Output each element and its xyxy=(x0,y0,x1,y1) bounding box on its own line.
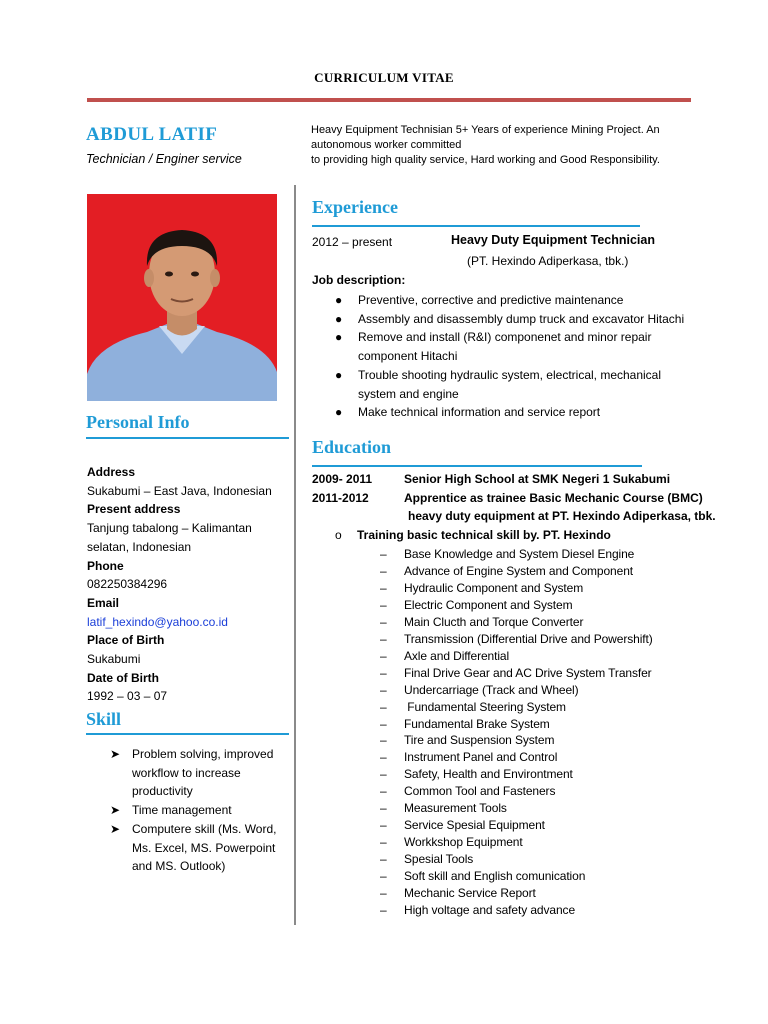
dash-bullet-icon: – xyxy=(380,648,387,663)
dash-bullet-icon: – xyxy=(380,563,387,578)
dash-bullet-icon: – xyxy=(380,597,387,612)
place-of-birth-value: Sukabumi xyxy=(87,652,141,667)
skill-list xyxy=(110,745,290,876)
place-of-birth-label: Place of Birth xyxy=(87,633,165,648)
training-title: o Training basic technical skill by. PT. Hexindo xyxy=(335,526,611,545)
list-item: – Instrument Panel and Control xyxy=(380,750,558,765)
dash-bullet-icon: – xyxy=(380,665,387,680)
list-item: – Tire and Suspension System xyxy=(380,733,555,748)
summary-line: Heavy Equipment Technisian 5+ Years of experience Mining Project. An autonomous worker committed xyxy=(311,124,660,151)
list-item: ● Make technical information and service report xyxy=(335,403,705,422)
education-year: 2011-2012 xyxy=(312,491,369,505)
training-list xyxy=(380,546,710,919)
education-rule xyxy=(312,465,642,467)
experience-period: 2012 – present xyxy=(312,235,393,249)
list-item: – Measurement Tools xyxy=(380,801,507,816)
present-address-value: Tanjung tabalong – Kalimantan selatan, Indonesian xyxy=(87,521,252,554)
dash-bullet-icon: – xyxy=(380,750,387,765)
list-item: ➤ Time management xyxy=(110,801,290,820)
list-item: – Workkshop Equipment xyxy=(380,835,523,850)
bullet-icon: ● xyxy=(335,330,343,345)
list-item: – Spesial Tools xyxy=(380,852,474,867)
dash-bullet-icon: – xyxy=(380,869,387,884)
personal-info-rule xyxy=(86,437,289,439)
job-description-label: Job description: xyxy=(312,273,406,287)
summary-line: to providing high quality service, Hard working and Good Responsibility. xyxy=(311,154,660,166)
column-divider xyxy=(294,185,296,925)
candidate-role: Technician / Enginer service xyxy=(86,152,242,166)
list-item: – Hydraulic Component and System xyxy=(380,580,584,595)
list-item: – Undercarriage (Track and Wheel) xyxy=(380,682,579,697)
document-title: CURRICULUM VITAE xyxy=(314,70,454,85)
education-entry: Apprentice as trainee Basic Mechanic Course (BMC) xyxy=(404,491,703,505)
dash-bullet-icon: – xyxy=(380,852,387,867)
list-item: – Fundamental Steering System xyxy=(380,699,566,714)
person-portrait-icon xyxy=(87,194,277,401)
dash-bullet-icon: – xyxy=(380,631,387,646)
present-address-label: Present address xyxy=(87,502,181,517)
list-item: – Common Tool and Fasteners xyxy=(380,784,556,799)
email-link[interactable]: latif_hexindo@yahoo.co.id xyxy=(87,614,228,629)
list-item: – Fundamental Brake System xyxy=(380,716,550,731)
list-item: – Electric Component and System xyxy=(380,597,573,612)
list-item: ● Assembly and disassembly dump truck and excavator Hitachi xyxy=(335,310,705,329)
profile-photo xyxy=(87,194,277,401)
bullet-icon: ● xyxy=(335,293,343,307)
list-item: – Base Knowledge and System Diesel Engine xyxy=(380,547,635,561)
dash-bullet-icon: – xyxy=(380,903,387,918)
list-item: – Safety, Health and Environtment xyxy=(380,767,573,782)
phone-value: 082250384296 xyxy=(87,577,168,592)
dash-bullet-icon: – xyxy=(380,614,387,629)
experience-position: Heavy Duty Equipment Technician xyxy=(451,233,655,247)
phone-label: Phone xyxy=(87,558,124,573)
dash-bullet-icon: – xyxy=(380,835,387,850)
education-continuation: heavy duty equipment at PT. Hexindo Adiperkasa, tbk. xyxy=(408,509,716,523)
dash-bullet-icon: – xyxy=(380,784,387,799)
email-label: Email xyxy=(87,595,120,610)
list-item: ● Preventive, corrective and predictive maintenance xyxy=(335,291,705,310)
date-of-birth-label: Date of Birth xyxy=(87,670,159,685)
dash-bullet-icon: – xyxy=(380,547,387,561)
bullet-icon: ● xyxy=(335,405,343,420)
list-item: – Transmission (Differential Drive and Powershift) xyxy=(380,631,653,646)
circle-bullet-icon: o xyxy=(335,528,342,542)
skill-heading: Skill xyxy=(86,709,122,729)
education-year: 2009- 2011 xyxy=(312,472,373,486)
experience-heading: Experience xyxy=(312,197,398,217)
list-item: ● Remove and install (R&I) componenet and minor repair component Hitachi xyxy=(335,330,652,364)
list-item: – Final Drive Gear and AC Drive System Transfer xyxy=(380,665,652,680)
education-entry: Senior High School at SMK Negeri 1 Sukabumi xyxy=(404,472,671,486)
dash-bullet-icon: – xyxy=(380,733,387,748)
dash-bullet-icon: – xyxy=(380,682,387,697)
dash-bullet-icon: – xyxy=(380,716,387,731)
list-item: – Mechanic Service Report xyxy=(380,886,536,901)
bullet-icon: ● xyxy=(335,311,343,326)
title-rule xyxy=(87,98,691,102)
skill-rule xyxy=(86,733,289,735)
education-heading: Education xyxy=(312,437,392,457)
dash-bullet-icon: – xyxy=(380,767,387,782)
experience-rule xyxy=(312,225,640,227)
bullet-icon: ● xyxy=(335,367,343,382)
arrow-bullet-icon: ➤ xyxy=(110,747,121,761)
list-item: ➤ Computere skill (Ms. Word, Ms. Excel, MS. Powerpoint and MS. Outlook) xyxy=(110,821,277,874)
arrow-bullet-icon: ➤ xyxy=(110,803,121,818)
dash-bullet-icon: – xyxy=(380,818,387,833)
date-of-birth-value: 1992 – 03 – 07 xyxy=(87,689,168,704)
list-item: – Axle and Differential xyxy=(380,648,510,663)
list-item: – Main Clucth and Torque Converter xyxy=(380,614,584,629)
dash-bullet-icon: – xyxy=(380,699,387,714)
dash-bullet-icon: – xyxy=(380,801,387,816)
personal-info-fields xyxy=(87,463,287,706)
duties-list xyxy=(335,291,705,422)
experience-company: (PT. Hexindo Adiperkasa, tbk.) xyxy=(467,254,629,268)
list-item: ● Trouble shooting hydraulic system, electrical, mechanical system and engine xyxy=(335,367,662,401)
address-label: Address xyxy=(87,465,136,479)
address-value: Sukabumi – East Java, Indonesian xyxy=(87,483,272,498)
list-item: – Service Spesial Equipment xyxy=(380,818,545,833)
list-item: ➤ Problem solving, improved workflow to increase productivity xyxy=(110,747,274,799)
dash-bullet-icon: – xyxy=(380,886,387,901)
arrow-bullet-icon: ➤ xyxy=(110,821,121,836)
candidate-name: ABDUL LATIF xyxy=(86,124,218,145)
list-item: – Soft skill and English comunication xyxy=(380,869,586,884)
dash-bullet-icon: – xyxy=(380,580,387,595)
personal-info-heading: Personal Info xyxy=(86,412,190,432)
list-item: – High voltage and safety advance xyxy=(380,903,576,918)
list-item: – Advance of Engine System and Component xyxy=(380,563,634,578)
profile-summary xyxy=(311,123,721,168)
